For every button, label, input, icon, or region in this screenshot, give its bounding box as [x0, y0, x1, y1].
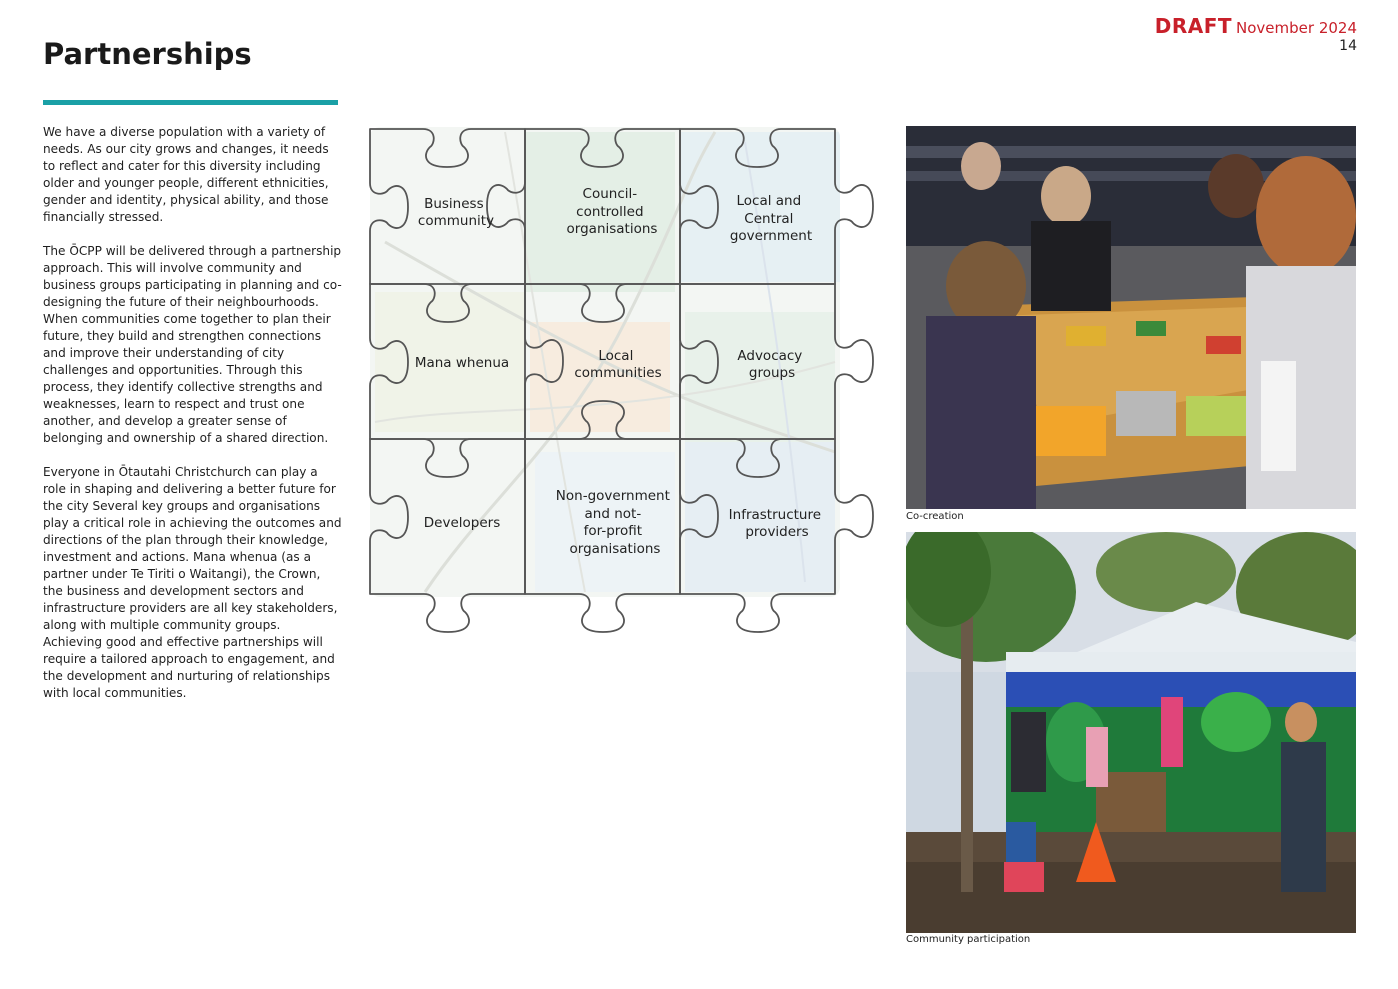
- caption-co-creation: Co-creation: [906, 511, 964, 522]
- title-underline: [43, 100, 338, 105]
- piece-label-infrastructure-providers: Infrastructure providers: [728, 507, 822, 540]
- page-number: 14: [1339, 38, 1357, 54]
- paragraph-2: The ŌCPP will be delivered through a partnership approach. This will involve community and business groups participating in planning and co-designing the future of their neighbourhoods. When communities come together to plan their future, they build and strengthen connections and improve their understanding of city challenges and opportunities. Through this process, they identify collective strengths and weaknesses, learn to respect and trust one another, and develop a greater sense of belonging and ownership of a shared direction.: [43, 244, 342, 445]
- partnership-puzzle-diagram: [365, 122, 885, 642]
- piece-label-local-central-government: Local and Central government: [729, 193, 813, 244]
- photo-co-creation: [906, 126, 1356, 509]
- paragraph-3: Everyone in Ōtautahi Christchurch can play a role in shaping and delivering a better future for the city Several key groups and organisations play a critical role in achieving the outcomes and directions of the plan through their knowledge, investment and actions. Mana whenua (as a partner under Te Tiriti o Waitangi), the Crown, the business and development sectors and infrastructure providers are all key stakeholders, along with multiple community groups. Achieving good and effective partnerships will require a tailored approach to engagement, and the development and nurturing of relationships with local communities.: [43, 465, 342, 700]
- piece-label-mana-whenua: Mana whenua: [414, 355, 510, 371]
- body-text: [43, 124, 343, 719]
- piece-label-business-community: Business community: [417, 196, 495, 229]
- photo-community-participation: [906, 532, 1356, 933]
- draft-status: [1155, 14, 1357, 38]
- piece-label-developers: Developers: [423, 515, 501, 531]
- page-title: Partnerships: [43, 37, 252, 71]
- piece-label-local-communities: Local communities: [574, 348, 662, 381]
- piece-label-non-government: Non-government and not- for-profit organisations: [555, 488, 670, 557]
- piece-label-advocacy-groups: Advocacy groups: [737, 348, 803, 381]
- draft-label: DRAFT: [1154, 14, 1233, 38]
- draft-date: November 2024: [1236, 19, 1357, 37]
- piece-label-council-controlled: Council- controlled organisations: [566, 186, 658, 237]
- header-draft-block: [1155, 14, 1357, 54]
- caption-community-participation: Community participation: [906, 934, 1031, 945]
- paragraph-1: We have a diverse population with a variety of needs. As our city grows and changes, it needs to reflect and cater for this diversity including older and younger people, different ethnicities, gender and identity, physical ability, and those financially stressed.: [43, 125, 329, 224]
